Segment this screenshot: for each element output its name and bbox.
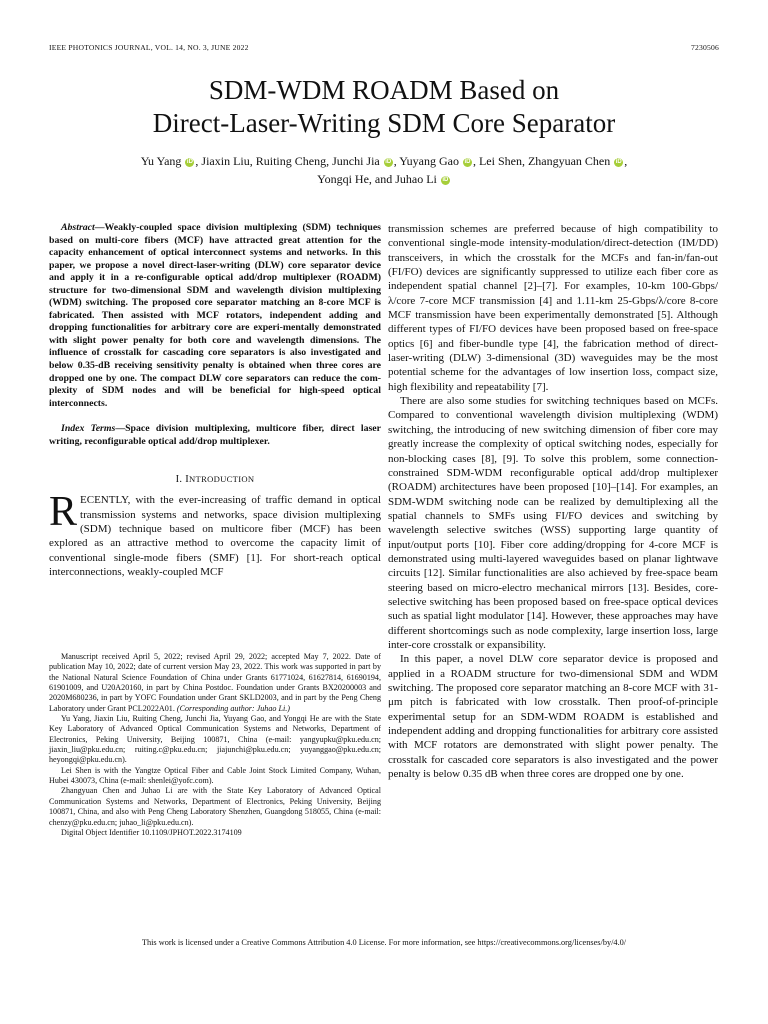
author-names: Yongqi He, and Juhao Li xyxy=(317,172,437,186)
footnote-affiliation-pcl: Zhangyuan Chen and Juhao Li are with the State Key Laboratory of Advanced Optical Communication Systems and Networks, Department of Electronics, Peking University, Beijing 100871, China, and also with Peng Cheng Laboratory Shenzhen, Guangdong 518055, China (e-mail: chenzy@pku.edu.cn; juhao_li@pku.edu.cn). xyxy=(49,786,381,827)
license-notice: This work is licensed under a Creative Commons Attribution 4.0 License. For more information, see https://creativecommons.org/licenses/by/4.0/ xyxy=(141,938,627,947)
paper-title xyxy=(0,74,768,140)
footnote-affiliation-yofc: Lei Shen is with the Yangtze Optical Fiber and Cable Joint Stock Limited Company, Wuhan, Hubei 430073, China (e-mail: shenlei@yofc.com). xyxy=(49,765,381,786)
body-paragraph-1: transmission schemes are preferred because of high compatibility to conventional single-mode intensity-modulation/direct-detection (IM/DD) transceivers, in which the crosstalk for the MCFs and fan-in/fan-out (FI/FO) devices are significantly suppressed to utilize each fiber core as independent spatial channel [2]–[7]. For examples, 10-km 100-Gbps/λ/core 7-core MCF transmission [4] and 1.11-km 25-Gbps/λ/core 8-core MCF transmission have been experimentally demonstrated [5]. Although different types of FI/FO devices have been proposed based on free-space optics [6] and fiber-bundle type [4], the fabrication method of direct- laser-writing (DLW) 3-dimensional (3D) waveguides may be the most potential scheme for the advantages of low insertion loss, compact size, high flexibility and repeatability [7]. xyxy=(388,223,718,393)
index-terms-label: Index Terms xyxy=(61,423,116,435)
section-title: NTRODUCTION xyxy=(189,474,255,485)
abstract xyxy=(49,222,381,410)
drop-cap: R xyxy=(49,489,78,536)
author-list xyxy=(60,152,708,188)
title-line-2: Direct-Laser-Writing SDM Core Separator xyxy=(152,108,616,138)
orcid-icon[interactable]: iD xyxy=(385,159,392,165)
footnotes xyxy=(49,652,381,838)
left-column xyxy=(49,222,381,579)
footnote-doi: Digital Object Identifier 10.1109/JPHOT.2022.3174109 xyxy=(61,827,242,837)
section-numeral: I. I xyxy=(175,474,190,486)
author-separator: , xyxy=(624,154,628,168)
author-names: , Lei Shen, Zhangyuan Chen xyxy=(472,154,611,168)
orcid-icon[interactable]: iD xyxy=(186,159,193,165)
right-column xyxy=(388,222,718,781)
intro-paragraph xyxy=(49,489,381,579)
author-line-1 xyxy=(60,152,708,170)
title-line-1: SDM-WDM ROADM Based on xyxy=(208,75,560,105)
footnote-manuscript xyxy=(49,652,381,714)
author-line-2 xyxy=(60,170,708,188)
abstract-text: —Weakly-coupled space division multiplexing (SDM) techniques based on multi-core fibers (MCF) have attracted great attention for the capacity enhancement of optical interconnect systems and networks. In this paper, we propose a novel direct-laser-writing (DLW) core separator device and apply it in a re-configurable optical add/drop multiplexer (ROADM) structure for two-dimensional SDM and wavelength division multiplexing (WDM) switching. The proposed core separator matching an 8-core MCF is fabricated. Then assisted with MCF rotators, independent adding and dropping functionalities for arbitrary core are experi-mentally demonstrated with slight power penalty for both core and wavelength dimensions. The influence of crosstalk for cascading core separators is also investigated and below 0.35-dB receiving sensitivity penalty is obtained when three cores are dropped one by one. The compact DLW core separators can reduce the com-plexity of SDM nodes and will be beneficial for high-speed optical interconnects. xyxy=(49,222,381,409)
journal-citation: IEEE PHOTONICS JOURNAL, VOL. 14, NO. 3, JUNE 2022 xyxy=(49,43,249,52)
orcid-icon[interactable]: iD xyxy=(442,177,449,183)
intro-text: ECENTLY, with the ever-increasing of traffic demand in optical transmission systems and networks, space division multiplexing (SDM) technique based on multicore fiber (MCF) has been explored as an attractive method to overcome the capacity limit of conventional single-mode fibers (SMF) [1]. For short-reach optical interconnections, weakly-coupled MCF xyxy=(49,494,381,579)
article-number: 7230506 xyxy=(691,43,719,52)
index-terms-text: —Space division multiplexing, multicore fiber, direct laser writing, reconfigurable optical add/drop multiplexer. xyxy=(49,423,381,447)
abstract-label: Abstract xyxy=(61,222,95,233)
author-names: , Yuyang Gao xyxy=(393,154,459,168)
orcid-icon[interactable]: iD xyxy=(615,159,622,165)
body-paragraph-3: In this paper, a novel DLW core separator device is proposed and applied in a ROADM structure for two-dimensional SDM and WDM switching. The proposed core separator matching an 8-core MCF with 31-μm pitch is fabricated with low crosstalk. Then proof-of-principle experimental setup for an SDM-WDM ROADM is established and independent adding and dropping functionalities for arbitrary core assisted with MCF rotators are demonstrated with slight power penalty. The crosstalk for cascaded core separators is also investigated and the power penalty is below 0.35 dB when three cores are dropped one by one. xyxy=(388,653,718,781)
corresponding-author: (Corresponding author: Juhao Li.) xyxy=(174,703,290,713)
running-header xyxy=(49,43,719,52)
footnote-funding: Manuscript received April 5, 2022; revised April 29, 2022; accepted May 7, 2022. Date of publication May 10, 2022; date of current version May 23, 2022. This work was supported in part by the National Natural Science Foundation of China under Grants 61771024, 61627814, 61690194, 61901009, and U20A20160, in part by China Postdoc. Foundation under Grants BX20200003 and 2020M680236, in part by YOFC Foundation under Grant SKLD2003, and in part by the Peng Cheng Laboratory under Grant PCL2022A01. xyxy=(49,652,381,713)
body-paragraph-2: There are also some studies for switching techniques based on MCFs. Compared to conventional wavelength division multiplexing (WDM) switching, the introducing of new switching dimension of fiber core may greatly increase the complexity of optical switching nodes, especially for non-blocking cases [8], [9]. To solve this problem, some connection-constrained SDM-WDM reconfigurable optical add/drop multiplexer (ROADM) architectures have been proposed [10]–[14]. For examples, an SDM-WDM switching node can be realized by demultiplexing all the spatial channels to SMFs using FI/FO devices and switching by wavelength selective switches (WSS) supporting large quantity of input/output ports [10]. Fiber core adding/dropping for 4-core MCF is demonstrated using multi-layered waveguides based on planar lightwave circuits [12]. Similar functionalities are also achieved by free-space beam steering based on micro-electro mechanical mirrors [13]. Besides, core-selective switching has been proposed based on free-space optical devices such as spatial light modulator [14]. However, these approaches may have different shortcomings such as node complexity, large insertion loss, large inter-core crosstalk or expansibility. xyxy=(388,395,718,651)
index-terms xyxy=(49,423,381,448)
author-names: , Jiaxin Liu, Ruiting Cheng, Junchi Jia xyxy=(195,154,380,168)
footnote-affiliation-pku: Yu Yang, Jiaxin Liu, Ruiting Cheng, Junchi Jia, Yuyang Gao, and Yongqi He are with the State Key Laboratory of Advanced Optical Communication Systems and Networks, Department of Electronics, Peking University, Beijing 100871, China (e-mail: yangyupku@pku.edu.cn; jiaxin_liu@pku.edu.cn; ruiting.c@pku.edu.cn; jiajunchi@pku.edu.cn; yuyanggao@pku.edu.cn; heyongqi@pku.edu.cn). xyxy=(49,714,381,765)
orcid-icon[interactable]: iD xyxy=(464,159,471,165)
author-name: Yu Yang xyxy=(140,154,182,168)
section-heading-introduction xyxy=(49,474,381,485)
